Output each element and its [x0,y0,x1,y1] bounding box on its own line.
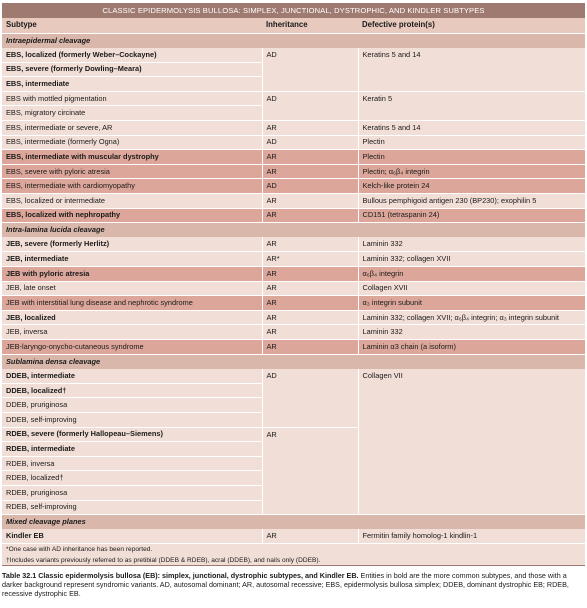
defective-protein-cell: Bullous pemphigoid antigen 230 (BP230); exophilin 5 [358,194,585,209]
column-header-defective-proteins: Defective protein(s) [358,18,585,33]
subtype-cell: EBS, intermediate with cardiomyopathy [2,179,262,194]
table-row [2,135,585,150]
table-row [2,208,585,223]
inheritance-cell: AR [262,150,358,165]
caption-text: Entities in bold are the more common subtypes, and those with a darker background represent syndromic variants. AD, autosomal dominant; AR, autosomal recessive; EBS, epidermolysis bullosa simplex; DDEB, dominant dystrophic EB; RDEB, recessive dystrophic EB. [2,571,569,599]
defective-protein-cell: Plectin [358,150,585,165]
subtype-cell: RDEB, severe (formerly Hallopeau–Siemens) [2,427,262,442]
subtype-cell: JEB, intermediate [2,252,262,267]
subtype-cell: JEB, localized [2,310,262,325]
inheritance-cell: AR [262,208,358,223]
table-row [2,281,585,296]
inheritance-cell: AR [262,281,358,296]
subtype-cell: EBS, migratory circinate [2,106,262,121]
table-caption [2,571,585,598]
defective-protein-cell: α₃ integrin subunit [358,296,585,311]
section-label: Intra-lamina lucida cleavage [2,223,585,238]
table-row [2,339,585,354]
subtype-cell: JEB with pyloric atresia [2,267,262,282]
defective-protein-cell: CD151 (tetraspanin 24) [358,208,585,223]
inheritance-cell: AR [262,237,358,252]
subtype-cell: EBS, intermediate (formerly Ogna) [2,135,262,150]
defective-protein-cell: Collagen XVII [358,281,585,296]
table-container [2,3,585,598]
defective-protein-cell: α₆β₄ integrin [358,267,585,282]
caption-lead: Table 32.1 Classic epidermolysis bullosa (EB): simplex, junctional, dystrophic subtypes, and Kindler EB. [2,571,359,581]
inheritance-cell: AD [262,91,358,120]
defective-protein-cell: Plectin [358,135,585,150]
footnote-row [2,544,585,555]
subtype-cell: JEB-laryngo-onycho-cutaneous syndrome [2,339,262,354]
table-row [2,325,585,340]
inheritance-cell: AD [262,179,358,194]
defective-protein-cell: Plectin; α₆β₄ integrin [358,164,585,179]
table-header-row [2,18,585,33]
defective-protein-cell: Kelch-like protein 24 [358,179,585,194]
table-footnotes [2,544,585,566]
table-body [2,33,585,544]
subtype-cell: EBS, severe with pyloric atresia [2,164,262,179]
column-header-subtype: Subtype [2,18,262,33]
subtype-cell: DDEB, localized† [2,383,262,398]
table-row [2,237,585,252]
inheritance-cell: AR [262,339,358,354]
inheritance-cell: AD [262,135,358,150]
defective-protein-cell: Laminin 332 [358,237,585,252]
subtype-cell: EBS, intermediate or severe, AR [2,121,262,136]
subtype-cell: EBS, localized or intermediate [2,194,262,209]
subtype-cell: EBS, intermediate [2,77,262,92]
subtype-cell: RDEB, pruriginosa [2,485,262,500]
inheritance-cell: AR [262,529,358,544]
subtype-cell: RDEB, inversa [2,456,262,471]
table-row [2,252,585,267]
inheritance-cell: AR [262,310,358,325]
column-header-inheritance: Inheritance [262,18,358,33]
table-row [2,267,585,282]
table-row [2,310,585,325]
subtype-cell: JEB, late onset [2,281,262,296]
defective-protein-cell: Laminin α3 chain (a isoform) [358,339,585,354]
table-row [2,529,585,544]
footnote-ad-case: *One case with AD inheritance has been reported. [2,544,585,555]
table-row [2,150,585,165]
defective-protein-cell: Laminin 332; collagen XVII [358,252,585,267]
inheritance-cell: AR [262,164,358,179]
subtype-cell: JEB, severe (formerly Herlitz) [2,237,262,252]
table-row [2,194,585,209]
section-row [2,354,585,369]
subtype-cell: DDEB, intermediate [2,369,262,384]
subtype-cell: RDEB, intermediate [2,442,262,457]
eb-subtypes-table [2,3,585,566]
subtype-cell: EBS with mottled pigmentation [2,91,262,106]
inheritance-cell: AR [262,427,358,515]
section-row [2,223,585,238]
subtype-cell: RDEB, localized† [2,471,262,486]
subtype-cell: DDEB, self-improving [2,412,262,427]
table-row [2,179,585,194]
table-row [2,164,585,179]
inheritance-cell: AD [262,369,358,427]
table-row [2,121,585,136]
section-row [2,515,585,530]
defective-protein-cell: Keratins 5 and 14 [358,48,585,92]
defective-protein-cell: Keratins 5 and 14 [358,121,585,136]
table-row [2,91,585,106]
footnote-row [2,555,585,566]
section-label: Sublamina densa cleavage [2,354,585,369]
footnote-variants: †Includes variants previously referred to as pretibial (DDEB & RDEB), acral (DDEB), and nails only (DDEB). [2,555,585,566]
subtype-cell: JEB with interstitial lung disease and nephrotic syndrome [2,296,262,311]
section-row [2,33,585,48]
table-row [2,369,585,384]
table-row [2,296,585,311]
inheritance-cell: AR [262,194,358,209]
subtype-cell: EBS, intermediate with muscular dystrophy [2,150,262,165]
table-row [2,48,585,63]
inheritance-cell: AR [262,296,358,311]
defective-protein-cell: Laminin 332 [358,325,585,340]
inheritance-cell: AR [262,121,358,136]
inheritance-cell: AD [262,48,358,92]
subtype-cell: EBS, severe (formerly Dowling–Meara) [2,62,262,77]
inheritance-cell: AR [262,325,358,340]
subtype-cell: RDEB, self-improving [2,500,262,515]
table-title-row [2,3,585,18]
defective-protein-cell: Laminin 332; collagen XVII; α₆β₄ integrin; α₃ integrin subunit [358,310,585,325]
inheritance-cell: AR [262,267,358,282]
defective-protein-cell: Collagen VII [358,369,585,515]
subtype-cell: Kindler EB [2,529,262,544]
section-label: Mixed cleavage planes [2,515,585,530]
defective-protein-cell: Keratin 5 [358,91,585,120]
subtype-cell: DDEB, pruriginosa [2,398,262,413]
subtype-cell: EBS, localized (formerly Weber–Cockayne) [2,48,262,63]
inheritance-cell: AR* [262,252,358,267]
subtype-cell: EBS, localized with nephropathy [2,208,262,223]
defective-protein-cell: Fermitin family homolog-1 kindlin-1 [358,529,585,544]
section-label: Intraepidermal cleavage [2,33,585,48]
table-title: CLASSIC EPIDERMOLYSIS BULLOSA: SIMPLEX, JUNCTIONAL, DYSTROPHIC, AND KINDLER SUBTYPES [2,3,585,18]
subtype-cell: JEB, inversa [2,325,262,340]
